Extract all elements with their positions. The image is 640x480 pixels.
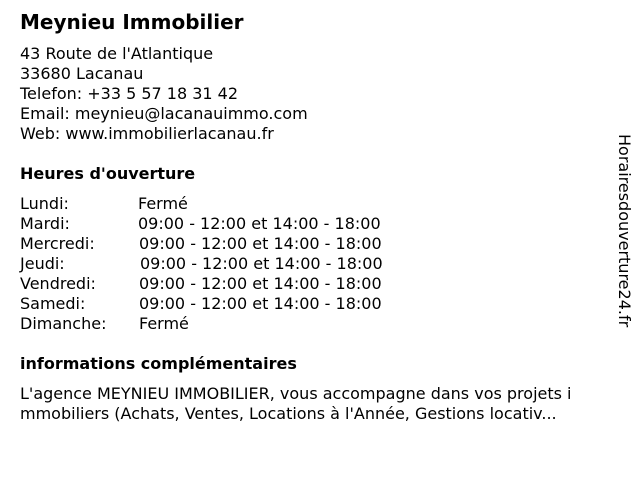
hours-value: 09:00 - 12:00 et 14:00 - 18:00 xyxy=(140,254,383,273)
day-label: Mercredi: xyxy=(20,234,95,253)
hours-row xyxy=(20,234,440,254)
day-label: Samedi: xyxy=(20,294,86,313)
info-line-2: mmobiliers (Achats, Ventes, Locations à l'Année, Gestions locativ... xyxy=(20,404,557,423)
hours-row xyxy=(20,294,440,314)
day-label: Jeudi: xyxy=(20,254,65,273)
hours-table xyxy=(20,194,440,334)
hours-heading: Heures d'ouverture xyxy=(20,164,196,183)
info-line-1: L'agence MEYNIEU IMMOBILIER, vous accompagne dans vos projets i xyxy=(20,384,572,403)
hours-value: 09:00 - 12:00 et 14:00 - 18:00 xyxy=(138,214,381,233)
day-label: Vendredi: xyxy=(20,274,96,293)
watermark-text: Horairesdouverture24.fr xyxy=(615,134,634,328)
hours-row xyxy=(20,254,440,274)
hours-row xyxy=(20,214,440,234)
day-label: Mardi: xyxy=(20,214,70,233)
web-line: Web: www.immobilierlacanau.fr xyxy=(20,124,274,143)
hours-row xyxy=(20,314,440,334)
phone-line: Telefon: +33 5 57 18 31 42 xyxy=(20,84,239,103)
hours-value: Fermé xyxy=(138,194,188,213)
hours-value: Fermé xyxy=(139,314,189,333)
hours-value: 09:00 - 12:00 et 14:00 - 18:00 xyxy=(139,274,382,293)
hours-value: 09:00 - 12:00 et 14:00 - 18:00 xyxy=(139,294,382,313)
contact-block xyxy=(20,44,308,144)
address-line-2: 33680 Lacanau xyxy=(20,64,144,83)
hours-value: 09:00 - 12:00 et 14:00 - 18:00 xyxy=(139,234,382,253)
business-name: Meynieu Immobilier xyxy=(20,10,244,34)
email-line: Email: meynieu@lacanauimmo.com xyxy=(20,104,308,123)
day-label: Lundi: xyxy=(20,194,69,213)
address-line-1: 43 Route de l'Atlantique xyxy=(20,44,214,63)
info-description xyxy=(20,384,630,424)
info-heading: informations complémentaires xyxy=(20,354,297,373)
day-label: Dimanche: xyxy=(20,314,107,333)
hours-row xyxy=(20,194,440,214)
hours-row xyxy=(20,274,440,294)
